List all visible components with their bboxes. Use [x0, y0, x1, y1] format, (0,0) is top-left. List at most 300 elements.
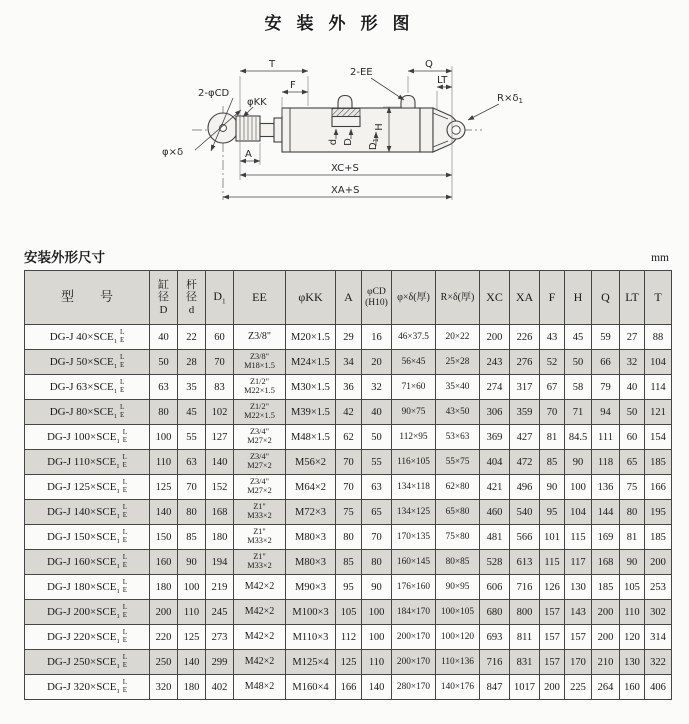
column-header: A	[336, 271, 362, 325]
table-cell: 157	[565, 625, 592, 650]
table-cell: 245	[206, 600, 234, 625]
table-cell: 85	[540, 450, 565, 475]
table-row	[25, 425, 672, 450]
table-cell: 40	[150, 325, 178, 350]
table-cell: 36	[336, 375, 362, 400]
variant-stack: L E	[122, 678, 128, 694]
table-cell: 200	[645, 550, 672, 575]
table-row	[25, 525, 672, 550]
table-cell: 134×125	[392, 500, 436, 525]
table-cell: 274	[480, 375, 510, 400]
table-cell: 70	[362, 525, 392, 550]
table-cell: 112	[336, 625, 362, 650]
table-cell: 404	[480, 450, 510, 475]
table-cell: Z1" M33×2	[234, 500, 286, 525]
table-cell: 62	[336, 425, 362, 450]
table-cell: 16	[362, 325, 392, 350]
table-cell: 200×170	[392, 650, 436, 675]
right-clevis	[433, 108, 465, 152]
table-cell: 71×60	[392, 375, 436, 400]
column-header: φKK	[286, 271, 336, 325]
rod-collar	[274, 118, 282, 142]
table-cell: 121	[645, 400, 672, 425]
end-cap	[420, 108, 433, 152]
table-cell: 90	[565, 450, 592, 475]
table-cell: 166	[645, 475, 672, 500]
table-cell: M160×4	[286, 675, 336, 700]
table-cell	[25, 350, 150, 375]
table-cell: 100	[565, 475, 592, 500]
table-row	[25, 550, 672, 575]
table-cell	[25, 650, 150, 675]
table-cell: 185	[592, 575, 620, 600]
variant-stack: L E	[122, 428, 128, 444]
table-cell: M42×2	[234, 575, 286, 600]
piston-hatch	[332, 109, 360, 117]
table-row	[25, 400, 672, 425]
table-cell: 65×80	[436, 500, 480, 525]
model-text: DG-J $110\times SCE_1$	[47, 455, 120, 470]
table-cell: 100	[150, 425, 178, 450]
column-header: LT	[620, 271, 645, 325]
table-cell: 111	[592, 425, 620, 450]
table-head	[25, 271, 672, 325]
table-cell: 180	[206, 525, 234, 550]
table-row	[25, 500, 672, 525]
table-cell: 63	[150, 375, 178, 400]
table-cell: 200	[540, 675, 565, 700]
column-header: T	[645, 271, 672, 325]
table-cell: 66	[592, 350, 620, 375]
table-cell: 75×80	[436, 525, 480, 550]
table-cell: 299	[206, 650, 234, 675]
table-cell: M100×3	[286, 600, 336, 625]
variant-stack: L E	[122, 503, 128, 519]
table-cell: 243	[480, 350, 510, 375]
table-cell: 200	[150, 600, 178, 625]
table-cell: 79	[592, 375, 620, 400]
table-cell	[25, 400, 150, 425]
table-cell: 62×80	[436, 475, 480, 500]
column-header: Q	[592, 271, 620, 325]
table-cell: 566	[510, 525, 540, 550]
table-cell: 496	[510, 475, 540, 500]
table-cell: 84.5	[565, 425, 592, 450]
table-cell: 55	[178, 425, 206, 450]
table-cell: 63	[178, 450, 206, 475]
table-cell: 71	[565, 400, 592, 425]
table-cell: 185	[645, 450, 672, 475]
column-header: φCD (H10)	[362, 271, 392, 325]
model-text: DG-J $320\times SCE_1$	[46, 680, 120, 695]
column-header: F	[540, 271, 565, 325]
table-cell: 118	[592, 450, 620, 475]
table-cell: 110×136	[436, 650, 480, 675]
table-cell: M39×1.5	[286, 400, 336, 425]
variant-stack: L E	[122, 653, 128, 669]
table-cell: 460	[480, 500, 510, 525]
table-cell: 65	[362, 500, 392, 525]
table-cell: 70	[336, 475, 362, 500]
table-row	[25, 600, 672, 625]
table-cell: 100×120	[436, 625, 480, 650]
table-cell: 169	[592, 525, 620, 550]
table-cell: 144	[592, 500, 620, 525]
table-cell: 264	[592, 675, 620, 700]
table-cell: 60	[206, 325, 234, 350]
table-cell: 58	[565, 375, 592, 400]
table-cell: 185	[645, 525, 672, 550]
table-cell: M20×1.5	[286, 325, 336, 350]
table-cell: 421	[480, 475, 510, 500]
table-cell: 195	[645, 500, 672, 525]
model-text: DG-J $220\times SCE_1$	[46, 630, 120, 645]
variant-stack: L E	[122, 453, 127, 469]
model-text: DG-J $160\times SCE_1$	[46, 555, 120, 570]
table-row	[25, 625, 672, 650]
table-cell: 125	[178, 625, 206, 650]
table-cell: 45	[565, 325, 592, 350]
table-cell: 115	[565, 525, 592, 550]
table-cell: 67	[540, 375, 565, 400]
table-cell: 40	[620, 375, 645, 400]
model-text: DG-J $40\times SCE_1$	[49, 330, 117, 345]
table-cell: 65	[620, 450, 645, 475]
table-cell: 28	[178, 350, 206, 375]
label-phi-kk: φKK	[247, 97, 267, 108]
table-cell: 70	[206, 350, 234, 375]
table-cell: 104	[645, 350, 672, 375]
variant-stack: L E	[119, 353, 125, 369]
model-text: DG-J $50\times SCE_1$	[49, 355, 117, 370]
table-cell: 63	[362, 475, 392, 500]
table-cell: M90×3	[286, 575, 336, 600]
model-text: DG-J $80\times SCE_1$	[49, 405, 117, 420]
model-text: DG-J $100\times SCE_1$	[46, 430, 120, 445]
table-cell: 20	[362, 350, 392, 375]
table-cell	[25, 475, 150, 500]
table-cell: Z3/8"	[234, 325, 286, 350]
table-cell: 80	[178, 500, 206, 525]
table-cell: 80	[362, 550, 392, 575]
port-left	[338, 96, 352, 109]
table-cell: 126	[540, 575, 565, 600]
label-r-delta1	[497, 93, 523, 105]
table-cell: 80	[620, 500, 645, 525]
table-cell: Z1" M33×2	[234, 525, 286, 550]
variant-stack: L E	[122, 628, 128, 644]
table-cell: 481	[480, 525, 510, 550]
table-cell	[25, 325, 150, 350]
table-cell: 847	[480, 675, 510, 700]
table-cell: 276	[510, 350, 540, 375]
table-cell: 85	[336, 550, 362, 575]
table-cell: 125	[150, 475, 178, 500]
table-cell: 100	[178, 575, 206, 600]
table-cell: 194	[206, 550, 234, 575]
table-cell: 157	[540, 600, 565, 625]
table-cell: 170	[565, 650, 592, 675]
table-cell: 104	[565, 500, 592, 525]
column-header: XA	[510, 271, 540, 325]
table-cell: 59	[592, 325, 620, 350]
table-row	[25, 350, 672, 375]
table-cell: 250	[150, 650, 178, 675]
table-cell: 60	[620, 425, 645, 450]
label-2-phi-cd: 2-φCD	[198, 88, 230, 99]
table-row	[25, 325, 672, 350]
table-cell: M64×2	[286, 475, 336, 500]
table-cell: 56×45	[392, 350, 436, 375]
table-cell: 50	[362, 425, 392, 450]
model-text: DG-J $125\times SCE_1$	[46, 480, 120, 495]
table-cell: 200×170	[392, 625, 436, 650]
dim-label-f: F	[290, 80, 296, 91]
table-cell: 136	[592, 475, 620, 500]
table-cell: 359	[510, 400, 540, 425]
table-cell: 50	[620, 400, 645, 425]
table-cell: 130	[620, 650, 645, 675]
dim-label-lt: LT	[437, 75, 448, 86]
table-cell: 317	[510, 375, 540, 400]
table-cell: 134×118	[392, 475, 436, 500]
table-cell: 160	[150, 550, 178, 575]
table-cell: 43	[540, 325, 565, 350]
table-cell: 105	[336, 600, 362, 625]
table-cell: 320	[150, 675, 178, 700]
model-text: DG-J $180\times SCE_1$	[46, 580, 120, 595]
table-row	[25, 475, 672, 500]
table-cell: 115	[540, 550, 565, 575]
table-cell: M42×2	[234, 625, 286, 650]
table-cell: 27	[620, 325, 645, 350]
model-text: DG-J $140\times SCE_1$	[46, 505, 120, 520]
table-cell: 680	[480, 600, 510, 625]
variant-stack: L E	[122, 578, 128, 594]
table-cell: 140	[178, 650, 206, 675]
table-cell: 80	[150, 400, 178, 425]
label-2-ee: 2-EE	[350, 67, 373, 78]
table-cell: 75	[620, 475, 645, 500]
table-cell: 114	[645, 375, 672, 400]
table-cell: 140	[362, 675, 392, 700]
table-cell: 152	[206, 475, 234, 500]
table-cell: 100	[362, 625, 392, 650]
table-cell: 200	[592, 625, 620, 650]
table-cell: 472	[510, 450, 540, 475]
table-cell: 100×105	[436, 600, 480, 625]
table-cell	[25, 575, 150, 600]
table-cell: 716	[480, 650, 510, 675]
table-cell: 42	[336, 400, 362, 425]
table-cell: 180	[178, 675, 206, 700]
table-cell: 95	[540, 500, 565, 525]
table-cell: 157	[540, 650, 565, 675]
table-cell: 81	[540, 425, 565, 450]
column-header: XC	[480, 271, 510, 325]
table-cell: 53×63	[436, 425, 480, 450]
table-cell: 110	[362, 650, 392, 675]
table-cell: 29	[336, 325, 362, 350]
table-cell: 117	[565, 550, 592, 575]
table-cell: 112×95	[392, 425, 436, 450]
table-cell: 253	[645, 575, 672, 600]
table-cell: 25×28	[436, 350, 480, 375]
variant-stack: L E	[122, 553, 128, 569]
table-cell: 273	[206, 625, 234, 650]
table-cell: 101	[540, 525, 565, 550]
table-cell: 150	[150, 525, 178, 550]
table-cell: M48×2	[234, 675, 286, 700]
table-cell: M80×3	[286, 550, 336, 575]
table-title: 安装外形尺寸	[24, 250, 105, 266]
table-cell: M72×3	[286, 500, 336, 525]
table-cell: 402	[206, 675, 234, 700]
table-cell: M42×2	[234, 600, 286, 625]
table-cell: 70	[178, 475, 206, 500]
table-cell: 160	[620, 675, 645, 700]
table-cell: 35	[178, 375, 206, 400]
table-cell: 50	[565, 350, 592, 375]
table-cell: 90×75	[392, 400, 436, 425]
table-cell	[25, 375, 150, 400]
piston-rod	[236, 116, 282, 142]
table-cell	[25, 675, 150, 700]
model-text: DG-J $200\times SCE_1$	[46, 605, 120, 620]
table-cell	[25, 525, 150, 550]
table-cell: 116×105	[392, 450, 436, 475]
label-phi-delta: φ×δ	[162, 147, 184, 158]
table-cell: 34	[336, 350, 362, 375]
column-header: 缸 径 D	[150, 271, 178, 325]
table-row	[25, 675, 672, 700]
column-header: 型 号	[25, 271, 150, 325]
dim-label-xc-s: XC+S	[331, 163, 359, 174]
dia-label-D1-base: D	[368, 142, 379, 151]
column-header: H	[565, 271, 592, 325]
table-row	[25, 575, 672, 600]
variant-stack: L E	[119, 378, 125, 394]
table-cell: 125	[336, 650, 362, 675]
rod-neck	[260, 124, 274, 137]
table-row	[25, 375, 672, 400]
table-cell: 716	[510, 575, 540, 600]
table-cell: 55	[362, 450, 392, 475]
table-cell: 70	[540, 400, 565, 425]
dimensions-table	[24, 270, 672, 700]
table-cell	[25, 500, 150, 525]
table-cell: 306	[480, 400, 510, 425]
table-cell: 102	[206, 400, 234, 425]
table-cell	[25, 550, 150, 575]
column-header: 杆 径 d	[178, 271, 206, 325]
table-cell: 369	[480, 425, 510, 450]
table-cell: Z3/8" M18×1.5	[234, 350, 286, 375]
dia-label-D1-sub: 1	[372, 137, 380, 143]
table-cell: 528	[480, 550, 510, 575]
header-row	[25, 271, 672, 325]
table-cell	[25, 600, 150, 625]
table-cell: 322	[645, 650, 672, 675]
table-cell: 43×50	[436, 400, 480, 425]
dim-label-a: A	[245, 149, 252, 160]
table-cell: 127	[206, 425, 234, 450]
label-r-delta1-sub: 1	[518, 97, 523, 105]
table-cell: 606	[480, 575, 510, 600]
table-cell: M42×2	[234, 650, 286, 675]
table-cell: Z3/4" M27×2	[234, 475, 286, 500]
table-cell: 219	[206, 575, 234, 600]
unit-label: mm	[651, 252, 669, 264]
table-cell: 90	[540, 475, 565, 500]
label-r-delta1-base: R×δ	[497, 93, 519, 104]
table-cell: 176×160	[392, 575, 436, 600]
table-row	[25, 450, 672, 475]
table-cell: Z3/4" M27×2	[234, 425, 286, 450]
table-cell: 226	[510, 325, 540, 350]
table-cell: 280×170	[392, 675, 436, 700]
table-cell: 95	[336, 575, 362, 600]
table-cell: 32	[362, 375, 392, 400]
left-eye-mount	[195, 98, 241, 151]
table-cell: 314	[645, 625, 672, 650]
model-text: DG-J $63\times SCE_1$	[49, 380, 117, 395]
table-cell: 406	[645, 675, 672, 700]
table-cell: 302	[645, 600, 672, 625]
table-cell: Z3/4" M27×2	[234, 450, 286, 475]
variant-stack: L E	[119, 328, 125, 344]
column-header: EE	[234, 271, 286, 325]
table-cell: 154	[645, 425, 672, 450]
table-cell: 166	[336, 675, 362, 700]
table-cell: 130	[565, 575, 592, 600]
table-cell: 831	[510, 650, 540, 675]
table-cell: 70	[336, 450, 362, 475]
table-cell: 90	[620, 550, 645, 575]
table-cell: 800	[510, 600, 540, 625]
dia-label-d: d	[328, 138, 339, 146]
table-cell: Z1/2" M22×1.5	[234, 375, 286, 400]
table-cell: 143	[565, 600, 592, 625]
table-cell: 40	[362, 400, 392, 425]
table-cell: 180	[150, 575, 178, 600]
table-cell	[25, 425, 150, 450]
variant-stack: L E	[122, 528, 128, 544]
column-header: R×δ(厚)	[436, 271, 480, 325]
table-cell: 90	[178, 550, 206, 575]
table-cell: 613	[510, 550, 540, 575]
table-cell: 811	[510, 625, 540, 650]
piston-body	[332, 117, 360, 127]
table-cell: 35×40	[436, 375, 480, 400]
model-text: DG-J $250\times SCE_1$	[46, 655, 120, 670]
table-cell: 110	[620, 600, 645, 625]
table-cell: 693	[480, 625, 510, 650]
table-cell: 20×22	[436, 325, 480, 350]
variant-stack: L E	[122, 478, 128, 494]
table-cell: 110	[150, 450, 178, 475]
table-cell: 157	[540, 625, 565, 650]
table-cell: M30×1.5	[286, 375, 336, 400]
table-cell: 90	[362, 575, 392, 600]
dim-label-xa-s: XA+S	[331, 185, 360, 196]
table-row	[25, 650, 672, 675]
dim-label-t: T	[269, 59, 276, 70]
table-cell: Z1" M33×2	[234, 550, 286, 575]
table-cell	[25, 625, 150, 650]
table-cell: 184×170	[392, 600, 436, 625]
table-cell: 160×145	[392, 550, 436, 575]
